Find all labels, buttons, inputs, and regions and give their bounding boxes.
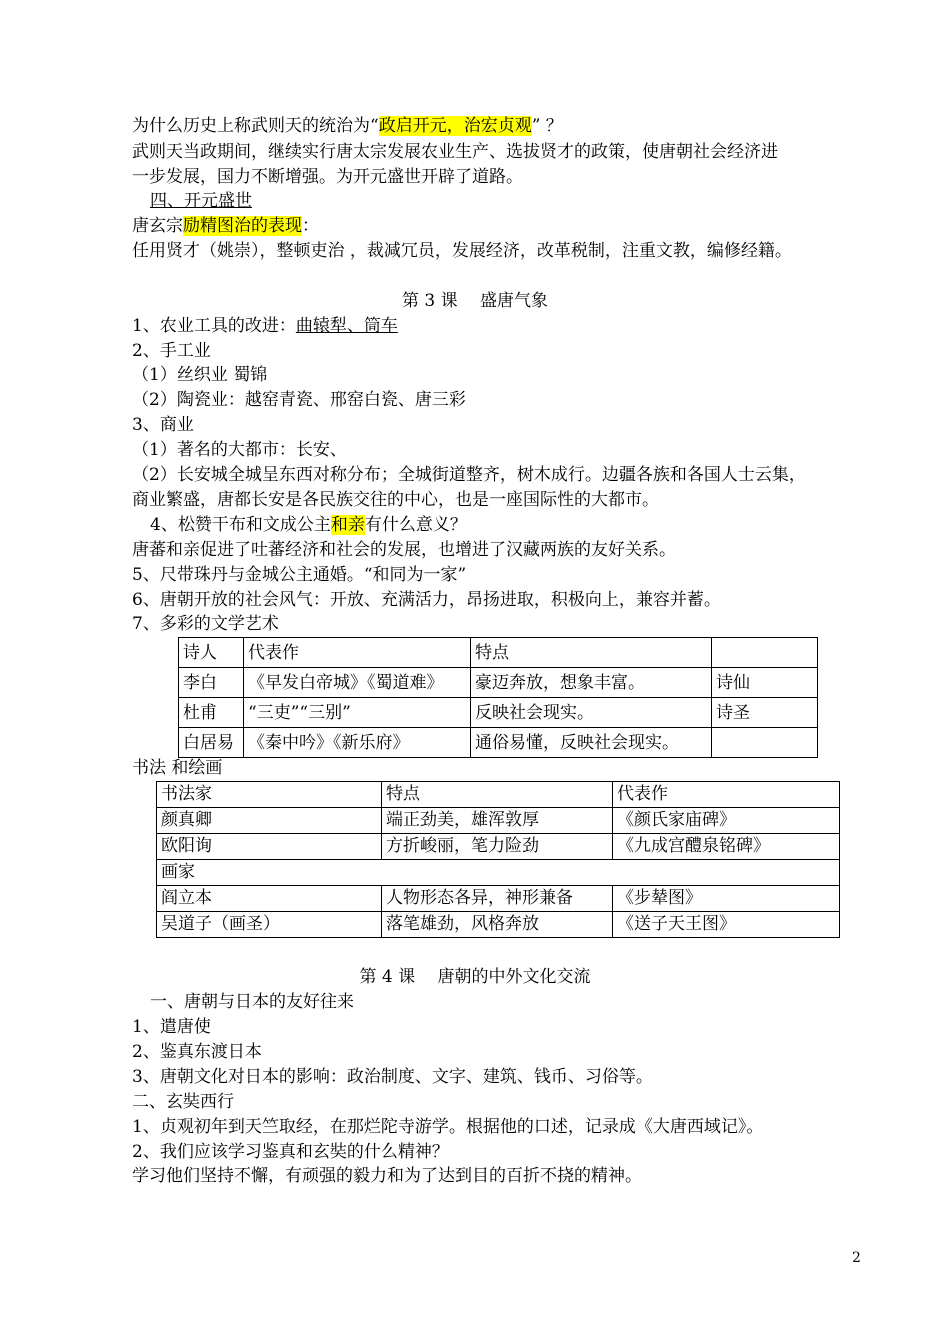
list-item-text: 4、松赞干布和文成公主 [150,515,331,535]
list-item: 6、唐朝开放的社会风气：开放、充满活力，昂扬进取，积极向上，兼容并蓄。 [132,590,721,610]
wu-zetian-question [132,114,563,138]
section-heading: 一、唐朝与日本的友好往来 [150,992,354,1012]
table-cell: 诗人 [179,638,244,668]
list-item-text-end: 有什么意义？ [364,515,467,535]
table-row [157,886,840,912]
table-cell: 特点 [471,638,712,668]
calligraphy-painting-table [156,781,840,938]
table-cell: 《秦中吟》《新乐府》 [244,728,471,758]
emperor-name: 唐玄宗 [132,216,183,236]
table-cell: 诗仙 [712,668,818,698]
table-cell: 颜真卿 [157,808,382,834]
table-cell: 吴道子（画圣） [157,912,382,938]
table-cell: 豪迈奔放，想象丰富。 [471,668,712,698]
list-item: 商业繁盛，唐都长安是各民族交往的中心，也是一座国际性的大都市。 [132,490,659,510]
table-cell: 特点 [382,782,613,808]
table-row [179,728,818,758]
table-header-row [157,782,840,808]
table-cell: 代表作 [244,638,471,668]
list-item: （2）陶瓷业：越窑青瓷、邢窑白瓷、唐三彩 [132,390,466,410]
list-item-text: 1、农业工具的改进： [132,316,296,336]
table-cell: 阎立本 [157,886,382,912]
table-cell: 端正劲美，雄浑敦厚 [382,808,613,834]
table-cell: 《送子天王图》 [613,912,840,938]
table-cell: “三吏”“三别” [244,698,471,728]
table-row [157,834,840,860]
table-cell: 《颜氏家庙碑》 [613,808,840,834]
table-cell [712,638,818,668]
question-text: 为什么历史上称武则天的统治为“ [132,116,379,136]
list-item: 5、尺带珠丹与金城公主通婚。“和同为一家” [132,565,467,585]
table-row [179,668,818,698]
table-cell: 《步辇图》 [613,886,840,912]
table-cell: 《九成宫醴泉铭碑》 [613,834,840,860]
paragraph-line: 学习他们坚持不懈，有顽强的毅力和为了达到目的百折不挠的精神。 [132,1166,642,1186]
lesson-3-title: 第 3 课 盛唐气象 [401,291,549,311]
list-item: （2）长安城全城呈东西对称分布；全城街道整齐，树木成行。边疆各族和各国人士云集， [132,465,806,485]
list-item: 1、贞观初年到天竺取经，在那烂陀寺游学。根据他的口述，记录成《大唐西域记》。 [132,1117,764,1137]
list-item: 3、商业 [132,415,194,435]
table-cell: 欧阳询 [157,834,382,860]
list-item: （1）丝织业 蜀锦 [132,365,268,385]
lesson-4-title: 第 4 课 唐朝的中外文化交流 [359,967,591,987]
table-cell: 诗圣 [712,698,818,728]
page-number: 2 [852,1250,861,1266]
highlighted-phrase: 和亲 [330,515,365,535]
list-item: 2、手工业 [132,341,211,361]
list-item: （1）著名的大都市：长安、 [132,440,347,460]
table-row [179,698,818,728]
kaiyuan-subheading [132,214,319,238]
paragraph-line: 唐蕃和亲促进了吐蕃经济和社会的发展，也增进了汉藏两族的友好关系。 [132,540,676,560]
table-cell: 白居易 [179,728,244,758]
table-cell: 杜甫 [179,698,244,728]
highlighted-phrase: 政启开元，治宏贞观 [378,116,532,136]
paragraph-line: 武则天当政期间，继续实行唐太宗发展农业生产、选拔贤才的政策，使唐朝社会经济进 [132,142,778,162]
table-cell: 人物形态各异，神形兼备 [382,886,613,912]
highlighted-phrase: 励精图治的表现 [183,216,302,236]
colon: ： [302,216,319,236]
table-cell: 李白 [179,668,244,698]
table-row [157,808,840,834]
table-cell: 方折峻丽，笔力险劲 [382,834,613,860]
list-item: 2、我们应该学习鉴真和玄奘的什么精神？ [132,1142,449,1162]
table-header-row [179,638,818,668]
paragraph-line: 一步发展，国力不断增强。为开元盛世开辟了道路。 [132,167,523,187]
underlined-phrase: 曲辕犁、筒车 [295,316,398,336]
table-cell: 书法家 [157,782,382,808]
paragraph-line: 任用贤才（姚崇），整顿吏治 ，裁减冗员，发展经济，改革税制，注重文教，编修经籍。 [132,241,792,261]
table-row [157,912,840,938]
calligraphy-label: 书法 和绘画 [132,758,223,778]
list-item: 7、多彩的文学艺术 [132,614,279,634]
table-cell: 代表作 [613,782,840,808]
list-item: 3、唐朝文化对日本的影响：政治制度、文字、建筑、钱币、习俗等。 [132,1067,653,1087]
table-cell: 通俗易懂，反映社会现实。 [471,728,712,758]
list-item: 1、遣唐使 [132,1017,211,1037]
section-heading: 四、开元盛世 [150,191,252,211]
table-cell: 反映社会现实。 [471,698,712,728]
section-heading: 二、玄奘西行 [132,1092,234,1112]
heqin-question [150,513,467,537]
table-cell [712,728,818,758]
agriculture-line [132,314,398,338]
poets-table [178,637,818,758]
table-cell: 落笔雄劲，风格奔放 [382,912,613,938]
question-text-end: ” ？ [531,116,563,136]
list-item: 2、鉴真东渡日本 [132,1042,262,1062]
painter-label-cell: 画家 [157,860,840,886]
table-row [157,860,840,886]
table-cell: 《早发白帝城》《蜀道难》 [244,668,471,698]
